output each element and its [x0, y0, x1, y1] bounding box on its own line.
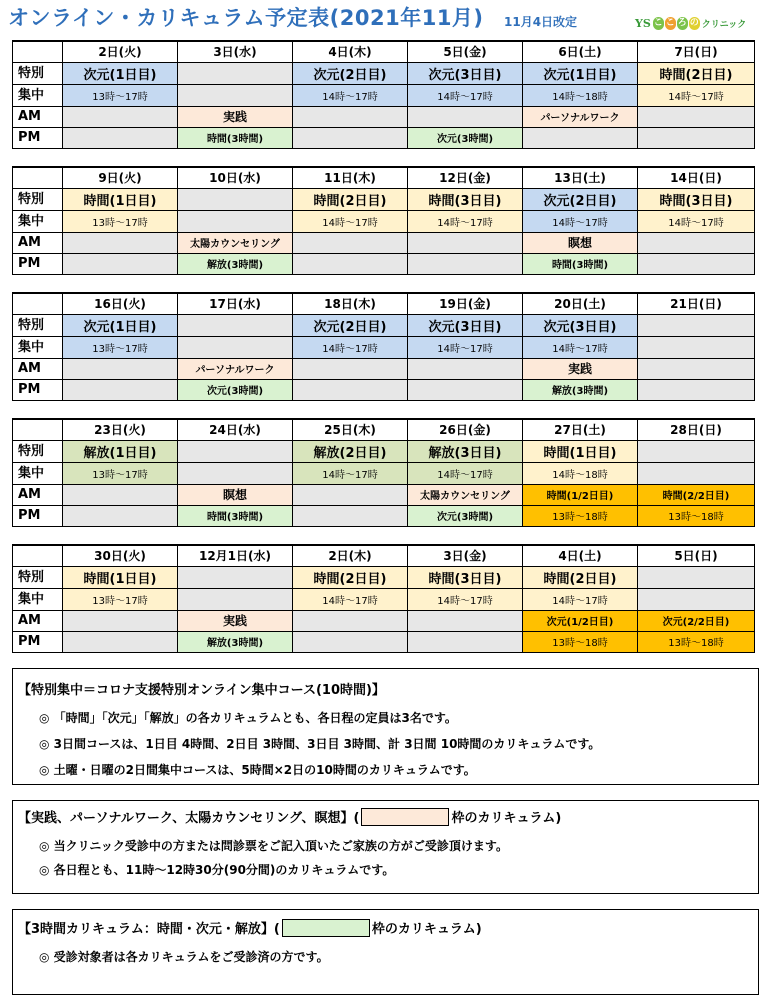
course-time-cell: 14時～17時	[293, 336, 408, 358]
note-line: ◎ 当クリニック受診中の方または問診票をご記入頂いたご家族の方がご受診頂けます。	[39, 839, 508, 853]
course-time-cell	[178, 462, 293, 484]
salmon-swatch	[361, 808, 449, 826]
day-header: 21日(日)	[638, 293, 755, 314]
note-box-intensive	[12, 668, 759, 785]
pm-session-cell	[523, 127, 638, 148]
row-label: AM	[13, 358, 63, 379]
day-header: 7日(日)	[638, 41, 755, 62]
course-time-cell: 14時～17時	[638, 210, 755, 232]
row-label: 集中	[13, 336, 63, 358]
note-line: ◎ 3日間コースは、1日目 4時間、2日目 3時間、3日目 3時間、計 3日間 10時間のカリキュラムです。	[39, 737, 601, 751]
pm-session-cell: 13時～18時	[523, 505, 638, 526]
course-name-cell	[178, 440, 293, 462]
course-name-cell: 次元(2日目)	[293, 62, 408, 84]
day-header: 13日(土)	[523, 167, 638, 188]
day-header: 25日(木)	[293, 419, 408, 440]
day-header: 17日(水)	[178, 293, 293, 314]
course-name-cell	[178, 62, 293, 84]
pm-session-cell: 時間(3時間)	[178, 127, 293, 148]
corner-cell	[13, 167, 63, 188]
am-session-cell	[63, 232, 178, 253]
revision-date: 11月4日改定	[504, 15, 578, 29]
row-label: PM	[13, 505, 63, 526]
day-header: 14日(日)	[638, 167, 755, 188]
note-line: ◎ 「時間」「次元」「解放」の各カリキュラムとも、各日程の定員は3名です。	[39, 711, 457, 725]
course-name-cell: 時間(2日目)	[523, 566, 638, 588]
row-label: AM	[13, 106, 63, 127]
corner-cell	[13, 293, 63, 314]
day-header: 4日(木)	[293, 41, 408, 62]
am-session-cell: パーソナルワーク	[523, 106, 638, 127]
pm-session-cell: 13時～18時	[638, 631, 755, 652]
page-header	[8, 2, 760, 34]
pm-session-cell	[63, 127, 178, 148]
day-header: 28日(日)	[638, 419, 755, 440]
am-session-cell	[63, 358, 178, 379]
course-time-cell	[178, 588, 293, 610]
row-label: 特別	[13, 566, 63, 588]
logo-prefix: YS	[635, 16, 651, 30]
day-header: 12日(金)	[408, 167, 523, 188]
day-header: 24日(水)	[178, 419, 293, 440]
am-session-cell	[293, 484, 408, 505]
day-header: 6日(土)	[523, 41, 638, 62]
course-name-cell	[178, 188, 293, 210]
am-session-cell: 次元(1/2日目)	[523, 610, 638, 631]
course-name-cell: 時間(2日目)	[293, 566, 408, 588]
row-label: 集中	[13, 84, 63, 106]
course-name-cell: 解放(2日目)	[293, 440, 408, 462]
am-session-cell	[638, 358, 755, 379]
row-label: AM	[13, 232, 63, 253]
day-header: 26日(金)	[408, 419, 523, 440]
pm-session-cell	[408, 379, 523, 400]
am-session-cell: 実践	[178, 106, 293, 127]
pm-session-cell: 次元(3時間)	[178, 379, 293, 400]
course-time-cell: 13時～17時	[63, 588, 178, 610]
am-session-cell: 時間(1/2日目)	[523, 484, 638, 505]
week-table	[12, 544, 755, 653]
row-label: 集中	[13, 462, 63, 484]
note-box-practice	[12, 800, 759, 894]
am-session-cell: 実践	[523, 358, 638, 379]
course-name-cell: 時間(3日目)	[408, 566, 523, 588]
corner-cell	[13, 419, 63, 440]
am-session-cell	[408, 232, 523, 253]
course-name-cell: 次元(3日目)	[523, 314, 638, 336]
mint-swatch	[282, 919, 370, 937]
course-time-cell: 14時～17時	[523, 588, 638, 610]
am-session-cell	[638, 232, 755, 253]
row-label: 集中	[13, 210, 63, 232]
course-time-cell: 14時～17時	[523, 336, 638, 358]
corner-cell	[13, 41, 63, 62]
course-time-cell: 14時～17時	[408, 336, 523, 358]
logo-mark: こ こ ろ の	[653, 17, 699, 28]
course-time-cell	[638, 336, 755, 358]
am-session-cell	[638, 106, 755, 127]
am-session-cell	[408, 358, 523, 379]
course-time-cell: 14時～17時	[408, 462, 523, 484]
day-header: 2日(木)	[293, 545, 408, 566]
pm-session-cell	[638, 253, 755, 274]
course-name-cell: 時間(1日目)	[523, 440, 638, 462]
pm-session-cell: 解放(3時間)	[178, 631, 293, 652]
am-session-cell: 瞑想	[178, 484, 293, 505]
am-session-cell	[408, 106, 523, 127]
pm-session-cell	[408, 253, 523, 274]
course-name-cell: 次元(1日目)	[523, 62, 638, 84]
row-label: AM	[13, 484, 63, 505]
course-time-cell: 13時～17時	[63, 210, 178, 232]
week-table	[12, 292, 755, 401]
day-header: 18日(木)	[293, 293, 408, 314]
day-header: 3日(金)	[408, 545, 523, 566]
course-name-cell: 時間(3日目)	[638, 188, 755, 210]
week-table	[12, 418, 755, 527]
day-header: 27日(土)	[523, 419, 638, 440]
pm-session-cell: 時間(3時間)	[178, 505, 293, 526]
course-time-cell: 14時～17時	[408, 210, 523, 232]
course-time-cell	[638, 588, 755, 610]
course-name-cell: 次元(1日目)	[63, 62, 178, 84]
course-time-cell: 14時～17時	[293, 84, 408, 106]
pm-session-cell	[293, 505, 408, 526]
day-header: 11日(木)	[293, 167, 408, 188]
day-header: 4日(土)	[523, 545, 638, 566]
pm-session-cell	[293, 127, 408, 148]
row-label: AM	[13, 610, 63, 631]
course-name-cell	[178, 314, 293, 336]
course-name-cell: 時間(1日目)	[63, 188, 178, 210]
course-name-cell: 時間(2日目)	[293, 188, 408, 210]
note-title: 【3時間カリキュラム：時間・次元・解放】( 枠のカリキュラム)	[18, 918, 482, 937]
am-session-cell: 次元(2/2日目)	[638, 610, 755, 631]
am-session-cell	[408, 610, 523, 631]
course-time-cell: 14時～17時	[408, 84, 523, 106]
page-title: オンライン・カリキュラム予定表(2021年11月)	[8, 6, 484, 30]
course-time-cell: 14時～17時	[293, 462, 408, 484]
am-session-cell	[293, 232, 408, 253]
day-header: 30日(火)	[63, 545, 178, 566]
am-session-cell	[293, 610, 408, 631]
pm-session-cell	[638, 127, 755, 148]
am-session-cell	[63, 484, 178, 505]
week-table	[12, 166, 755, 275]
am-session-cell	[293, 358, 408, 379]
pm-session-cell: 解放(3時間)	[523, 379, 638, 400]
row-label: 集中	[13, 588, 63, 610]
day-header: 9日(火)	[63, 167, 178, 188]
row-label: PM	[13, 127, 63, 148]
row-label: 特別	[13, 440, 63, 462]
course-name-cell: 次元(2日目)	[293, 314, 408, 336]
course-name-cell: 次元(2日目)	[523, 188, 638, 210]
row-label: 特別	[13, 62, 63, 84]
pm-session-cell: 次元(3時間)	[408, 505, 523, 526]
am-session-cell	[63, 610, 178, 631]
pm-session-cell: 時間(3時間)	[523, 253, 638, 274]
note-title: 【特別集中＝コロナ支援特別オンライン集中コース(10時間)】	[18, 683, 385, 698]
course-time-cell: 14時～17時	[523, 210, 638, 232]
note-title: 【実践、パーソナルワーク、太陽カウンセリング、瞑想】( 枠のカリキュラム)	[18, 807, 561, 826]
corner-cell	[13, 545, 63, 566]
course-name-cell: 次元(3日目)	[408, 314, 523, 336]
day-header: 3日(水)	[178, 41, 293, 62]
day-header: 23日(火)	[63, 419, 178, 440]
am-session-cell: 太陽カウンセリング	[408, 484, 523, 505]
course-time-cell	[178, 336, 293, 358]
day-header: 10日(水)	[178, 167, 293, 188]
day-header: 20日(土)	[523, 293, 638, 314]
pm-session-cell	[293, 379, 408, 400]
day-header: 12月1日(水)	[178, 545, 293, 566]
course-name-cell: 時間(2日目)	[638, 62, 755, 84]
pm-session-cell	[638, 379, 755, 400]
course-name-cell	[638, 314, 755, 336]
course-time-cell: 13時～17時	[63, 462, 178, 484]
pm-session-cell: 13時～18時	[638, 505, 755, 526]
course-time-cell: 14時～18時	[523, 84, 638, 106]
note-line: ◎ 各日程とも、11時～12時30分(90分間)のカリキュラムです。	[39, 863, 395, 877]
row-label: PM	[13, 253, 63, 274]
pm-session-cell	[63, 253, 178, 274]
note-box-3hour	[12, 909, 759, 995]
day-header: 5日(日)	[638, 545, 755, 566]
pm-session-cell	[293, 253, 408, 274]
course-time-cell: 13時～17時	[63, 84, 178, 106]
note-line: ◎ 受診対象者は各カリキュラムをご受診済の方です。	[39, 950, 329, 964]
row-label: 特別	[13, 314, 63, 336]
am-session-cell: 瞑想	[523, 232, 638, 253]
course-time-cell	[178, 84, 293, 106]
course-time-cell	[178, 210, 293, 232]
course-name-cell	[638, 440, 755, 462]
course-name-cell: 解放(1日目)	[63, 440, 178, 462]
row-label: PM	[13, 631, 63, 652]
course-time-cell	[638, 462, 755, 484]
day-header: 5日(金)	[408, 41, 523, 62]
am-session-cell	[293, 106, 408, 127]
pm-session-cell: 次元(3時間)	[408, 127, 523, 148]
course-name-cell: 時間(1日目)	[63, 566, 178, 588]
course-name-cell	[638, 566, 755, 588]
course-name-cell: 解放(3日目)	[408, 440, 523, 462]
pm-session-cell: 解放(3時間)	[178, 253, 293, 274]
course-time-cell: 13時～17時	[63, 336, 178, 358]
course-name-cell: 次元(3日目)	[408, 62, 523, 84]
pm-session-cell	[408, 631, 523, 652]
course-name-cell: 次元(1日目)	[63, 314, 178, 336]
pm-session-cell	[63, 379, 178, 400]
am-session-cell	[63, 106, 178, 127]
note-line: ◎ 土曜・日曜の2日間集中コースは、5時間×2日の10時間のカリキュラムです。	[39, 763, 476, 777]
am-session-cell: 実践	[178, 610, 293, 631]
course-time-cell: 14時～17時	[408, 588, 523, 610]
course-time-cell: 14時～18時	[523, 462, 638, 484]
day-header: 2日(火)	[63, 41, 178, 62]
course-name-cell: 時間(3日目)	[408, 188, 523, 210]
day-header: 16日(火)	[63, 293, 178, 314]
pm-session-cell: 13時～18時	[523, 631, 638, 652]
course-time-cell: 14時～17時	[293, 588, 408, 610]
course-name-cell	[178, 566, 293, 588]
clinic-logo	[635, 15, 746, 31]
day-header: 19日(金)	[408, 293, 523, 314]
row-label: PM	[13, 379, 63, 400]
week-table	[12, 40, 755, 149]
am-session-cell: パーソナルワーク	[178, 358, 293, 379]
logo-text: クリニック	[701, 19, 747, 30]
course-time-cell: 14時～17時	[638, 84, 755, 106]
row-label: 特別	[13, 188, 63, 210]
course-time-cell: 14時～17時	[293, 210, 408, 232]
pm-session-cell	[63, 631, 178, 652]
pm-session-cell	[293, 631, 408, 652]
am-session-cell: 時間(2/2日目)	[638, 484, 755, 505]
pm-session-cell	[63, 505, 178, 526]
am-session-cell: 太陽カウンセリング	[178, 232, 293, 253]
